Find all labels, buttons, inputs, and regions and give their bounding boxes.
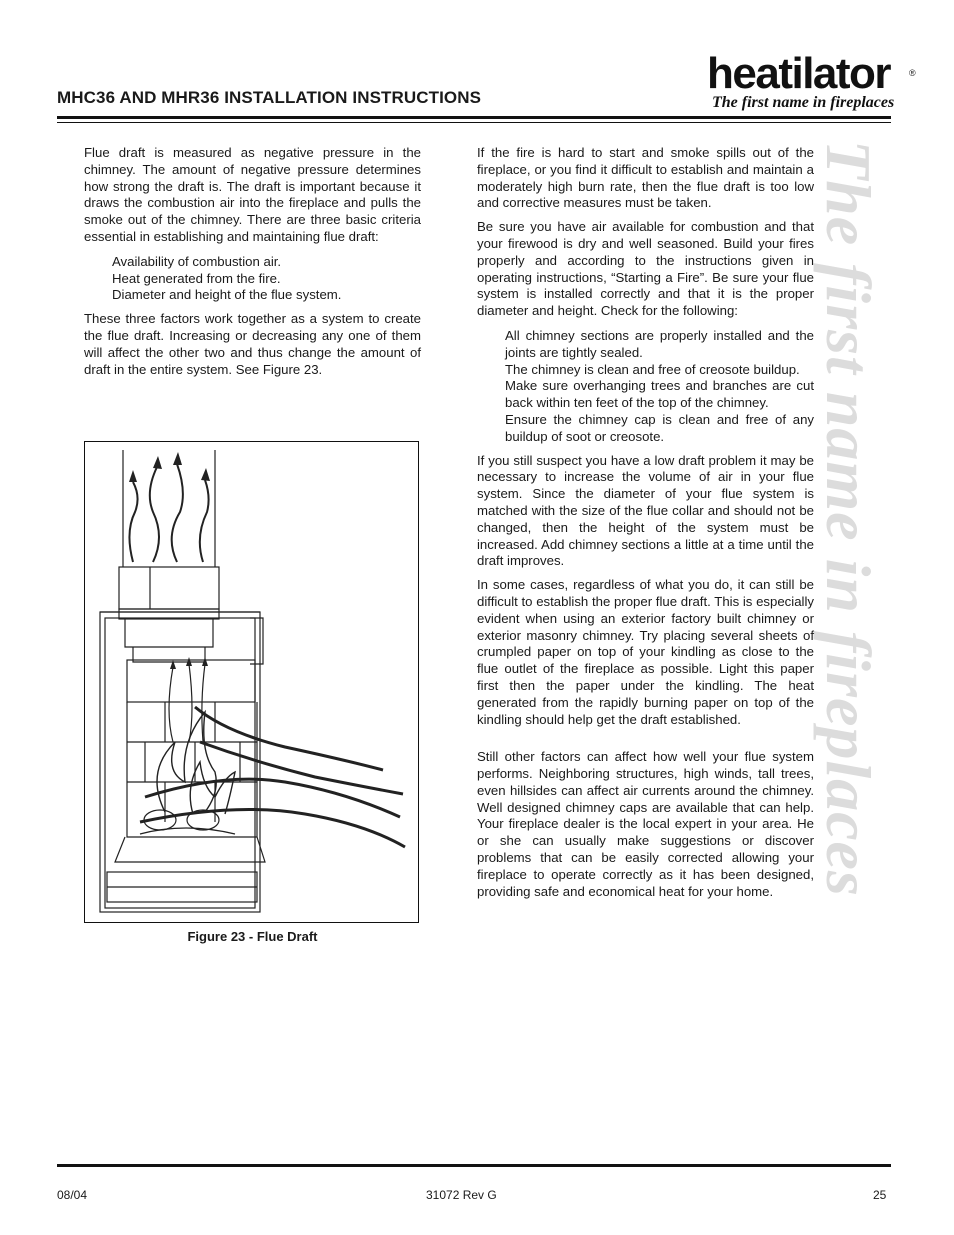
combustion-air-paragraph: Be sure you have air available for combustion and that your firewood is dry and well seasoned. Build your fires properly and according to the instructions given in operating instructions, “Starting a Fire”. Be sure your flue system is installed correctly and that it is the proper diameter and height. Check for the following: xyxy=(477,219,814,319)
flue-draft-figure xyxy=(84,441,419,923)
check-item: Ensure the chimney cap is clean and free of any buildup of soot or creosote. xyxy=(505,411,814,444)
logo-registered-mark: ® xyxy=(909,68,916,78)
header-rule-thin xyxy=(57,122,891,123)
footer-rule xyxy=(57,1164,891,1167)
footer-date: 08/04 xyxy=(57,1188,88,1202)
fireplace-illustration xyxy=(85,442,419,923)
criteria-item: Availability of combustion air. xyxy=(112,253,282,269)
header-rule xyxy=(57,116,891,119)
footer-doc-number: 31072 Rev G xyxy=(426,1188,497,1202)
criteria-item: Heat generated from the fire. xyxy=(112,270,281,286)
left-column xyxy=(84,145,421,385)
intro-paragraph: Flue draft is measured as negative pressure in the chimney. The amount of negative pressure determines how strong the draft is. The draft is important because it draws the combustion air into the fireplace and pulls the smoke out of the chimney. There are three basic criteria essential in establishing and maintaining flue draft: xyxy=(84,145,421,244)
logo-wordmark: heatilator xyxy=(707,49,891,98)
other-factors-paragraph: Still other factors can affect how well your flue system performs. Neighboring structures, high winds, tall trees, even hillsides can affect air currents around the chimney. Well designed chimney caps are available that can help. Your fireplace dealer is the local expert in your area. He or she can usually make suggestions or discover problems that can be easily corrected allowing your fireplace to operate correctly as it has been designed, providing safe and economical heat for your home. xyxy=(477,749,814,899)
right-column xyxy=(477,145,814,907)
check-item: Make sure overhanging trees and branches are cut back within ten feet of the top of the chimney. xyxy=(505,378,814,411)
criteria-list xyxy=(112,254,421,304)
logo-tagline: The first name in fireplaces xyxy=(712,94,895,111)
crumpled-paper-paragraph: In some cases, regardless of what you do, it can still be difficult to establish the proper flue draft. This is especially evident when using an exterior factory built chimney or exterior masonry chimney. Try placing several sheets of crumpled paper on top of your kindling as close to the flue outlet of the fireplace as possible. Light this paper first then the paper under the kindling. The heat generated from the rapidly burning paper on top of the kindling should help get the draft established. xyxy=(477,577,814,727)
factors-paragraph: These three factors work together as a system to create the flue draft. Increasing or decreasing any one of them will affect the other two and thus change the amount of draft in the entire system. See Figure 23. xyxy=(84,311,421,377)
low-draft-paragraph: If you still suspect you have a low draft problem it may be necessary to increase the volume of air in your flue system. Since the diameter of your flue system is matched with the size of the flue collar and should not be changed, then the height of the system must be increased. Add chimney sections a little at a time until the draft improves. xyxy=(477,452,814,569)
side-watermark xyxy=(812,140,884,1162)
check-item: The chimney is clean and free of creosote buildup. xyxy=(505,361,800,377)
figure-caption: Figure 23 - Flue Draft xyxy=(187,929,318,944)
watermark-text: The first name in fireplaces xyxy=(813,140,884,897)
page-title: MHC36 AND MHR36 INSTALLATION INSTRUCTIONS xyxy=(57,88,482,107)
criteria-item: Diameter and height of the flue system. xyxy=(112,287,342,303)
checks-list xyxy=(505,328,814,446)
hard-to-start-paragraph: If the fire is hard to start and smoke spills out of the fireplace, or you find it difficult to establish and maintain a moderately high burn rate, then the flue draft is too low and corrective measures must be taken. xyxy=(477,145,814,211)
page-number: 25 xyxy=(873,1188,887,1202)
check-item: All chimney sections are properly installed and the joints are tightly sealed. xyxy=(505,327,814,360)
heatilator-logo xyxy=(707,49,919,116)
